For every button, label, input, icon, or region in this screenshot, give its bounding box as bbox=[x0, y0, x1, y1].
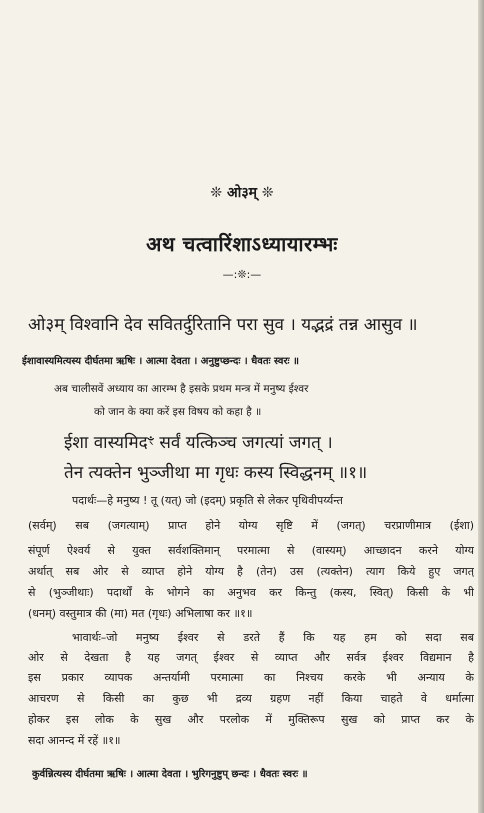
verse-line-1: ईशा वास्यमिदꣳ सर्वं यत्किञ्च जगत्यां जगत् । bbox=[64, 433, 333, 453]
bhavartha-line: आचरण से किसी का कुछ भी द्रव्य ग्रहण नहीं किया चाहते वे धर्मात्मा bbox=[28, 692, 474, 705]
bhavartha-line: भावार्थः–जो मनुष्य ईश्वर से डरते हैं कि यह हम को सदा सब bbox=[72, 631, 474, 644]
intro-line-1: अब चालीसवें अध्याय का आरम्भ है इसके प्रथम मन्त्र में मनुष्य ईश्वर bbox=[54, 383, 309, 395]
padartha-line: (धनम्) वस्तुमात्र की (मा) मत (गृधः) अभिलाषा कर ॥१॥ bbox=[28, 607, 253, 620]
padartha-line: संपूर्ण ऐश्वर्य से युक्त सर्वशक्तिमान् परमात्मा से (वास्यम्) आच्छादन करने योग्य bbox=[28, 544, 474, 557]
opening-mantra: ओ३म् विश्वानि देव सवितर्दुरितानि परा सुव । यद्भद्रं तन्न आसुव ॥ bbox=[28, 315, 418, 335]
chapter-title: अथ चत्वारिंशाऽध्यायारम्भः bbox=[146, 232, 338, 256]
bhavartha-line: ओर से देखता है यह जगत् ईश्वर से व्याप्त और सर्वत्र ईश्वर विद्यमान है bbox=[28, 651, 474, 664]
om-heading: ❊ ओ३म् ❊ bbox=[210, 185, 274, 201]
bhavartha-line: इस प्रकार व्यापक अन्तर्यामी परमात्मा का निश्चय करके भी अन्याय के bbox=[28, 671, 474, 684]
padartha-line: पदार्थः—हे मनुष्य ! तू (यत्) जो (इदम्) प्रकृति से लेकर पृथिवीपर्य्यन्त bbox=[72, 494, 343, 507]
verse-line-2: तेन त्यक्तेन भुञ्जीथा मा गृधः कस्य स्विद्धनम् ॥१॥ bbox=[64, 463, 368, 483]
mantra-metadata-1: ईशावास्यमित्यस्य दीर्घतमा ऋषिः । आत्मा देवता । अनुष्टुप्छन्दः । धैवतः स्वरः ॥ bbox=[22, 356, 300, 367]
page-edge-shadow bbox=[478, 0, 484, 813]
padartha-line: (सर्वम्) सब (जगत्याम्) प्राप्त होने योग्य सृष्टि में (जगत्) चरप्राणीमात्र (ईशा) bbox=[28, 519, 474, 532]
intro-line-2: को जान के क्या करें इस विषय को कहा है ॥ bbox=[94, 406, 262, 418]
padartha-line: अर्थात् सब ओर से व्याप्त होने योग्य है (तेन) उस (त्यक्तेन) त्याग किये हुए जगत् bbox=[28, 565, 474, 578]
bhavartha-line: सदा आनन्द में रहें ॥१॥ bbox=[28, 734, 121, 747]
mantra-metadata-2: कुर्वन्नित्यस्य दीर्घतमा ऋषिः । आत्मा देवता । भुरिगनुष्टुप् छन्दः । धैवतः स्वरः ॥ bbox=[32, 769, 308, 780]
ornamental-divider: —:❊:— bbox=[222, 268, 262, 281]
bhavartha-line: होकर इस लोक के सुख और परलोक में मुक्तिरूप सुख को प्राप्त कर के bbox=[28, 713, 474, 726]
padartha-line: से (भुञ्जीथाः) पदार्थों के भोगने का अनुभव कर किन्तु (कस्य, स्वित्) किसी के भी bbox=[28, 586, 474, 599]
